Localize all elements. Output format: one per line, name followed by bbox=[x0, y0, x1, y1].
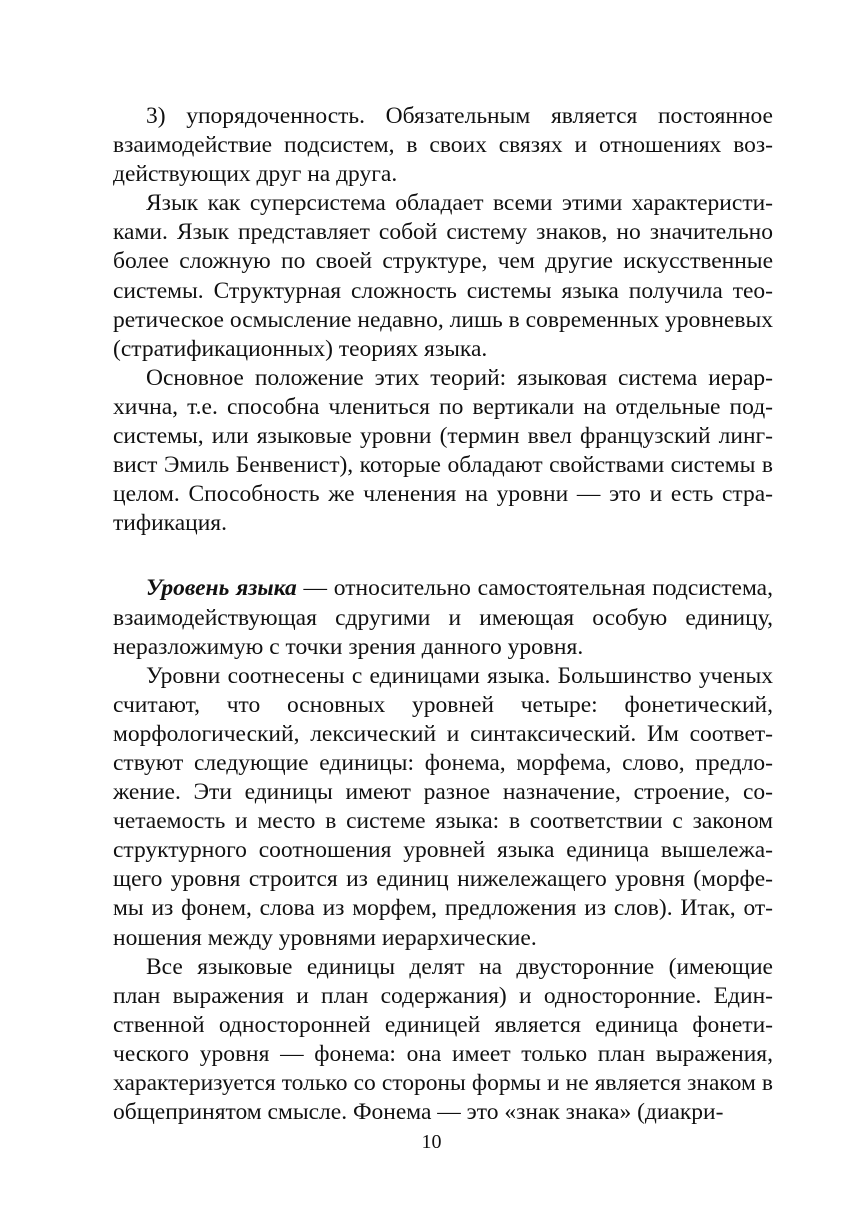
paragraph-definition bbox=[113, 574, 773, 661]
paragraph-supersystem: Язык как суперсистема обладает всеми этими характеристиками. Язык представляет собой систему знаков, но значительно более сложную по своей структуре, чем другие искусственные системы. Структурная сложность системы языка получила теоретическое осмысление недавно, лишь в современных уровневых (стратификационных) теориях языка. bbox=[113, 190, 773, 362]
paragraph-two-sided-units: Все языковые единицы делят на двусторонние (имеющие план выражения и план содержания) и односторонние. Единственной односторонней единицей является единица фонетического уровня — фонема: она имеет только план выражения, характеризуется только со стороны формы и не является знаком в общепринятом смысле. Фонема — это «знак знака» (диакри- bbox=[113, 953, 773, 1126]
page-body bbox=[113, 102, 773, 1127]
definition-text: — относительно самостоятельная подсистема, взаимодействующая сдругими и имеющая особую единицу, неразложимую с точки зрения данного уровня. bbox=[113, 575, 773, 660]
definition-term: Уровень языка bbox=[146, 575, 297, 602]
paragraph-orderliness: 3) упорядоченность. Обязательным является постоянное взаимодействие подсистем, в своих связях и отношениях воздействующих друг на друга. bbox=[113, 103, 773, 188]
paragraph-main-thesis: Основное положение этих теорий: языковая система иерархична, т.е. способна члениться по вертикали на отдельные подсистемы, или языковые уровни (термин ввел французский лингвист Эмиль Бенвенист), которые обладают свойствами системы в целом. Способность же членения на уровни — это и есть стратификация. bbox=[113, 364, 773, 537]
paragraph-levels-units: Уровни соотнесены с единицами языка. Большинство ученых считают, что основных уровней четыре: фонетический, морфологический, лексический и синтаксический. Им соответствуют следующие единицы: фонема, морфема, слово, предложение. Эти единицы имеют разное назначение, строение, сочетаемость и место в системе языка: в соответствии с законом структурного соотношения уровней языка единица вышележащего уровня строится из единиц нижележащего уровня (морфемы из фонем, слова из морфем, предложения из слов). Итак, отношения между уровнями иерархические. bbox=[113, 662, 773, 951]
section-gap bbox=[113, 538, 773, 574]
page-number: 10 bbox=[421, 1131, 442, 1153]
